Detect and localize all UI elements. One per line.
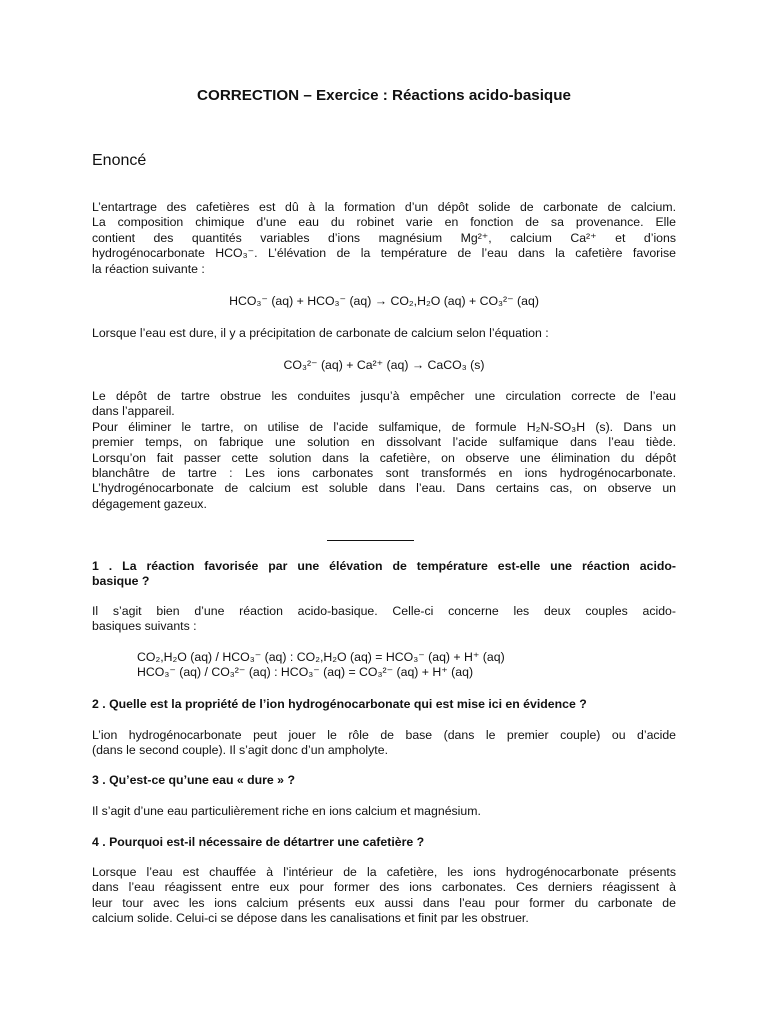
answer-1 <box>92 604 676 635</box>
text-line: L’hydrogénocarbonate de calcium est soluble dans l’eau. Dans certains cas, on observe un <box>92 481 676 496</box>
text-line: la réaction suivante : <box>92 261 205 276</box>
question-2: 2 . Quelle est la propriété de l’ion hydrogénocarbonate qui est mise ici en évidence ? <box>92 697 587 711</box>
text-line: 1 . La réaction favorisée par une élévation de température est-elle une réaction acido- <box>92 559 676 573</box>
text-line: Le dépôt de tartre obstrue les conduites jusqu’à empêcher une circulation correcte de l’eau <box>92 389 676 403</box>
text-line: blanchâtre de tartre : Les ions carbonates sont transformés en ions hydrogénocarbonate. <box>92 466 676 481</box>
text-line: (dans le second couple). Il s’agit donc d’un ampholyte. <box>92 743 388 758</box>
enonce-paragraph-2: Lorsque l’eau est dure, il y a précipitation de carbonate de calcium selon l’équation : <box>92 326 549 340</box>
equation-line: CO₂,H₂O (aq) / HCO₃⁻ (aq) : CO₂,H₂O (aq) = HCO₃⁻ (aq) + H⁺ (aq) <box>137 650 505 664</box>
text-line: dans l’appareil. <box>92 404 175 419</box>
section-heading-enonce: Enoncé <box>92 152 147 169</box>
equation-line: HCO₃⁻ (aq) / CO₃²⁻ (aq) : HCO₃⁻ (aq) = CO₃²⁻ (aq) + H⁺ (aq) <box>137 665 474 680</box>
text-line: Lorsque l’eau est chauffée à l’intérieur de la cafetière, les ions hydrogénocarbonate présents <box>92 865 676 879</box>
text-line: Pour éliminer le tartre, on utilise de l’acide sulfamique, de formule H₂N-SO₃H (s). Dans un <box>92 419 676 434</box>
text-line: dans l’eau réagissent entre eux pour former des ions carbonates. Ces derniers réagissent à <box>92 880 676 895</box>
answer-4 <box>92 865 676 927</box>
text-line: basique ? <box>92 574 150 589</box>
text-line: contient des quantités variables d’ions magnésium Mg²⁺, calcium Ca²⁺ et d’ions <box>92 230 676 245</box>
equation-2: CO₃²⁻ (aq) + Ca²⁺ (aq) → CaCO₃ (s) <box>283 358 485 372</box>
text-line: Il s’agit bien d’une réaction acido-basique. Celle-ci concerne les deux couples acido- <box>92 604 676 618</box>
text-line: La composition chimique d’une eau du robinet varie en fonction de sa provenance. Elle <box>92 215 676 230</box>
text-line: hydrogénocarbonate HCO₃⁻. L’élévation de la température de l’eau dans la cafetière favorise <box>92 246 676 261</box>
text-line: calcium solide. Celui-ci se dépose dans les canalisations et finit par les obstruer. <box>92 911 529 926</box>
question-1 <box>92 559 676 590</box>
text-line: Lorsqu’on fait passer cette solution dans la cafetière, on observe une élimination du dépôt <box>92 450 676 465</box>
text-line: dégagement gazeux. <box>92 496 207 511</box>
answer-1-equations <box>137 650 677 681</box>
text-line: L’entartrage des cafetières est dû à la formation d’un dépôt solide de carbonate de calcium. <box>92 200 676 214</box>
text-line: leur tour avec les ions calcium présents eux aussi dans l’eau pour former du carbonate de <box>92 895 676 910</box>
text-line: L’ion hydrogénocarbonate peut jouer le rôle de base (dans le premier couple) ou d’acide <box>92 728 676 742</box>
enonce-paragraph-3 <box>92 389 676 512</box>
document-title: CORRECTION – Exercice : Réactions acido-basique <box>197 87 571 104</box>
question-4: 4 . Pourquoi est-il nécessaire de détartrer une cafetière ? <box>92 835 425 849</box>
equation-1: HCO₃⁻ (aq) + HCO₃⁻ (aq) → CO₂,H₂O (aq) + CO₃²⁻ (aq) <box>229 294 539 308</box>
enonce-paragraph-1 <box>92 200 676 277</box>
separator-line <box>327 540 414 541</box>
question-3: 3 . Qu’est-ce qu’une eau « dure » ? <box>92 773 295 787</box>
answer-3: Il s’agit d’une eau particulièrement riche en ions calcium et magnésium. <box>92 804 481 818</box>
text-line: premier temps, on fabrique une solution en dissolvant l’acide sulfamique dans l’eau tiède. <box>92 435 676 450</box>
text-line: basiques suivants : <box>92 619 197 634</box>
answer-2 <box>92 728 676 759</box>
